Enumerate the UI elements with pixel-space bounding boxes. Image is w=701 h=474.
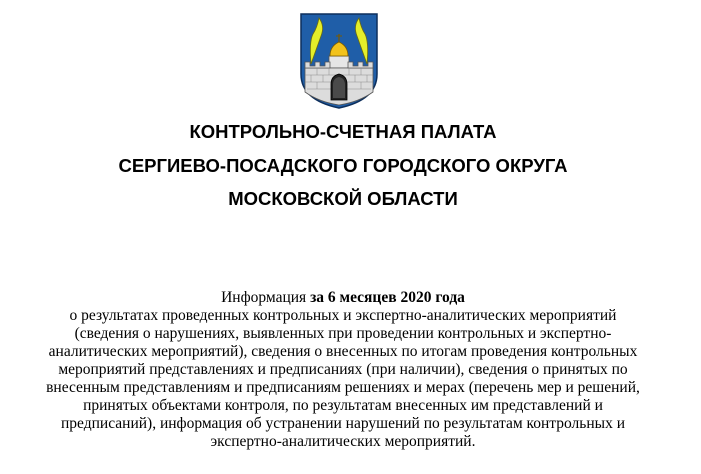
info-heading-prefix: Информация [221, 289, 311, 306]
info-heading-period: за 6 месяцев 2020 года [310, 289, 465, 306]
info-heading [0, 289, 686, 307]
org-title-line3: МОСКОВСКОЙ ОБЛАСТИ [228, 188, 458, 209]
description-line-8: экспертно-аналитических мероприятий. [210, 433, 476, 450]
description-line-5: внесенным представлениям и предписаниям решениях и мерах (перечень мер и решений, [46, 379, 640, 396]
description-line-7: предписаний), информация об устранении нарушений по результатам контрольных и [61, 415, 625, 432]
coat-of-arms-icon [299, 12, 379, 110]
description-line-4: мероприятий представлениях и предписаниях (при наличии), сведения о принятых по [58, 361, 628, 378]
org-title-line1: КОНТРОЛЬНО-СЧЕТНАЯ ПАЛАТА [189, 121, 497, 142]
org-title-line2: СЕРГИЕВО-ПОСАДСКОГО ГОРОДСКОГО ОКРУГА [118, 155, 568, 176]
description-line-3: аналитических мероприятий), сведения о внесенных по итогам проведения контрольных [48, 343, 638, 360]
description-line-1: о результатах проведенных контрольных и экспертно-аналитических мероприятий [69, 307, 617, 324]
description-line-2: (сведения о нарушениях, выявленных при проведении контрольных и экспертно- [74, 325, 612, 342]
description-line-6: принятых объектами контроля, по результатам внесенных им представлений и [83, 397, 603, 414]
